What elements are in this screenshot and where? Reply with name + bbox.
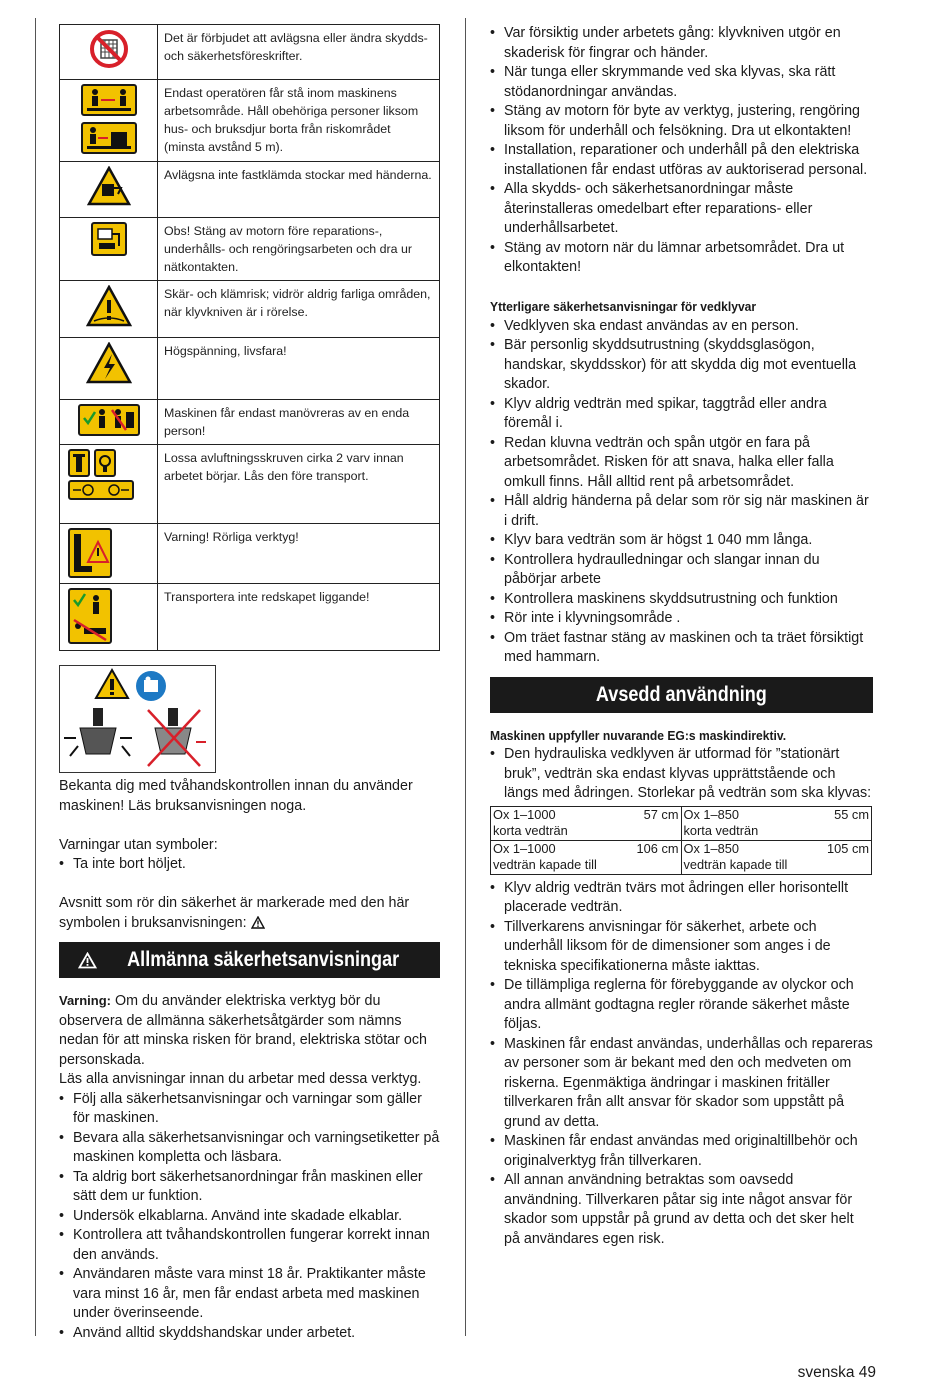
table-cell: Ox 1–1000 106 cm vedträn kapade till <box>491 840 682 874</box>
list-item: • Var försiktig under arbetets gång: klyvkniven utgör en skaderisk för fingrar och händer. <box>490 24 873 63</box>
symbol-row <box>60 218 440 281</box>
symbol-row <box>60 400 440 445</box>
page-footer: svenska 49 <box>797 1364 876 1381</box>
list-item: • Bevara alla säkerhetsanvisningar och varningsetiketter på maskinen kompletta och läsbara. <box>59 1129 440 1168</box>
list-item: • Rör inte i klyvningsområde . <box>490 609 873 629</box>
symbol-row <box>60 524 440 584</box>
list-item: • Tillverkarens anvisningar för säkerhet, arbete och underhåll liksom för de dimensioner som anges i de tekniska specifikationerna måste iakttas. <box>490 918 873 977</box>
list-item: • Klyv aldrig vedträn med spikar, taggtråd eller andra föremål i. <box>490 395 873 434</box>
list-item: • Håll aldrig händerna på delar som rör sig när maskinen är i drift. <box>490 492 873 531</box>
list-item: • Stäng av motorn när du lämnar arbetsområdet. Dra ut elkontakten! <box>490 239 873 278</box>
list-item: • Undersök elkablarna. Använd inte skadade elkablar. <box>59 1207 440 1227</box>
safety-list-continued <box>490 24 873 278</box>
right-column <box>490 24 873 1249</box>
extra-safety-heading: Ytterligare säkerhetsanvisningar för vedklyvar <box>490 299 757 314</box>
extra-safety-list <box>490 317 873 668</box>
crush-hazard-icon <box>86 285 132 327</box>
symbol-text: Varning! Rörliga verktyg! <box>158 524 440 584</box>
no-modification-icon <box>89 29 129 69</box>
symbol-row <box>60 162 440 218</box>
bleed-screw-icon <box>68 449 90 477</box>
banner-title: Avsedd användning <box>596 682 767 706</box>
symbol-text: Transportera inte redskapet liggande! <box>158 584 440 651</box>
warnings-heading: Varningar utan symboler: <box>59 836 218 853</box>
unplug-before-service-icon <box>91 222 127 256</box>
table-cell: Ox 1–850 105 cm vedträn kapade till <box>681 840 872 874</box>
list-item: • Redan kluvna vedträn och spån utgör en fara på arbetsområdet. Risken för att snava, halka eller falla omkull finns. Håll alltid rent på arbetsområdet. <box>490 434 873 493</box>
list-item: • Kontrollera att tvåhandskontrollen fungerar korrekt innan den används. <box>59 1226 440 1265</box>
banner-title: Allmänna säkerhetsanvisningar <box>126 948 399 971</box>
table-cell: Ox 1–1000 57 cm korta vedträn <box>491 806 682 840</box>
bleed-screw-icon <box>94 449 116 477</box>
bleed-screw-icon <box>68 480 134 500</box>
moving-tools-warning-icon <box>68 528 112 578</box>
high-voltage-icon <box>86 342 132 384</box>
no-horizontal-transport-icon <box>68 588 112 644</box>
warning-triangle-icon <box>78 952 97 969</box>
symbol-row <box>60 25 440 80</box>
left-column <box>59 24 440 1343</box>
table-row <box>491 806 872 840</box>
list-item: • Stäng av motorn för byte av verktyg, justering, rengöring liksom för underhåll och felsökning. Dra ut elkontakten! <box>490 102 873 141</box>
symbol-row <box>60 445 440 524</box>
left-column-rule <box>35 18 36 1336</box>
warning-triangle-icon <box>251 916 265 929</box>
list-item: • Ta inte bort höljet. <box>59 855 440 875</box>
list-item: • Den hydrauliska vedklyven är utformad för ”stationärt bruk”, vedträn ska endast klyvas upprättstående och längs med ådringen. Storlekar på vedträn som ska klyvas: <box>490 745 873 804</box>
symbol-text: Obs! Stäng av motorn före reparations-, underhålls- och rengöringsarbeten och dra ur nätkontakten. <box>158 218 440 281</box>
list-item: • Följ alla säkerhetsanvisningar och varningar som gäller för maskinen. <box>59 1090 440 1129</box>
symbol-text: Endast operatören får stå inom maskinens arbetsområde. Håll obehöriga personer liksom hus- och bruksdjur borta från riskområdet (minsta avstånd 5 m). <box>158 80 440 162</box>
warning-label: Varning: <box>59 993 112 1008</box>
symbol-text: Lossa avluftningsskruven cirka 2 varv innan arbetet börjar. Lås den före transport. <box>158 445 440 524</box>
symbol-row <box>60 584 440 651</box>
list-item: • Installation, reparationer och underhåll på den elektriska installationen får endast utföras av auktoriserad personal. <box>490 141 873 180</box>
table-row <box>491 840 872 874</box>
read-all-paragraph: Läs alla anvisningar innan du arbetar med dessa verktyg. <box>59 1071 422 1087</box>
symbol-text: Skär- och klämrisk; vidrör aldrig farliga områden, när klyvkniven är i rörelse. <box>158 281 440 338</box>
list-item: • Maskinen får endast användas, underhållas och repareras av personer som är bekant med den och medveten om riskerna. Egenmäktiga ändringar i maskinen fritäller tillverkaren från allt ansvar för skador som uppstått på grund av detta. <box>490 1035 873 1133</box>
symbol-row <box>60 281 440 338</box>
list-item: • När tunga eller skrymmande ved ska klyvas, ska rätt stödanordningar användas. <box>490 63 873 102</box>
operator-area-icon <box>81 122 137 154</box>
general-safety-list <box>59 1090 440 1344</box>
intended-use-heading: Maskinen uppfyller nuvarande EG:s maskindirektiv. <box>490 727 787 743</box>
list-item: • Använd alltid skyddshandskar under arbetet. <box>59 1324 440 1344</box>
symbol-table <box>59 24 440 651</box>
symbol-row <box>60 80 440 162</box>
list-item: • Användaren måste vara minst 18 år. Praktikanter måste vara minst 16 år, men får endast arbeta med maskinen under överinseende. <box>59 1265 440 1324</box>
symbol-row <box>60 338 440 400</box>
list-item: • De tillämpliga reglerna för förebyggande av olyckor och andra allmänt godtagna regler rörande säkerhet måste följas. <box>490 976 873 1035</box>
single-operator-icon <box>78 404 140 436</box>
symbol-text: Det är förbjudet att avlägsna eller ändra skydds- och säkerhetsföreskrifter. <box>158 25 440 80</box>
general-safety-banner <box>59 942 440 978</box>
list-item: • Klyv aldrig vedträn tvärs mot ådringen eller horisontellt placerade vedträn. <box>490 879 873 918</box>
log-size-table <box>490 806 872 875</box>
list-item: • Ta aldrig bort säkerhetsanordningar från maskinen eller sätt dem ur funktion. <box>59 1168 440 1207</box>
operator-area-icon <box>81 84 137 116</box>
jammed-log-warning-icon <box>87 166 131 206</box>
table-cell: Ox 1–850 55 cm korta vedträn <box>681 806 872 840</box>
middle-column-rule <box>465 18 466 1336</box>
intended-use-list <box>490 879 873 1250</box>
list-item: • Kontrollera hydraulledningar och slangar innan du påbörjar arbete <box>490 551 873 590</box>
two-hand-safety-picture <box>59 665 216 773</box>
list-item: • Vedklyven ska endast användas av en person. <box>490 317 873 337</box>
two-hand-paragraph: Bekanta dig med tvåhandskontrollen innan du använder maskinen! Läs bruksanvisningen noga. <box>59 778 413 814</box>
list-item: • Klyv bara vedträn som är högst 1 040 mm långa. <box>490 531 873 551</box>
symbol-text: Maskinen får endast manövreras av en enda person! <box>158 400 440 445</box>
intended-use-banner <box>490 677 873 713</box>
safety-symbol-paragraph: Avsnitt som rör din säkerhet är markerade med den här symbolen i bruksanvisningen: <box>59 895 410 931</box>
symbol-text: Avlägsna inte fastklämda stockar med händerna. <box>158 162 440 218</box>
list-item: • Bär personlig skyddsutrustning (skyddsglasögon, handskar, skyddsskor) för att skydda dig mot eventuella skador. <box>490 336 873 395</box>
list-item: • Alla skydds- och säkerhetsanordningar måste återinstalleras omedelbart efter reparations- eller underhållsarbetet. <box>490 180 873 239</box>
list-item: • Om träet fastnar stäng av maskinen och ta träet försiktigt med hammarn. <box>490 629 873 668</box>
symbol-text: Högspänning, livsfara! <box>158 338 440 400</box>
list-item: • Maskinen får endast användas med originaltillbehör och originalverktyg från tillverkaren. <box>490 1132 873 1171</box>
list-item: • Kontrollera maskinens skyddsutrustning och funktion <box>490 590 873 610</box>
warning-paragraph: Varning: Om du använder elektriska verktyg bör du observera de allmänna säkerhetsåtgärder som nämns nedan för att minska risken för brand, elektriska stötar och personskada. <box>59 993 427 1068</box>
list-item: • All annan användning betraktas som oavsedd användning. Tillverkaren påtar sig inte något ansvar för skador som uppstår på grund av detta och det sker helt på användares egen risk. <box>490 1171 873 1249</box>
